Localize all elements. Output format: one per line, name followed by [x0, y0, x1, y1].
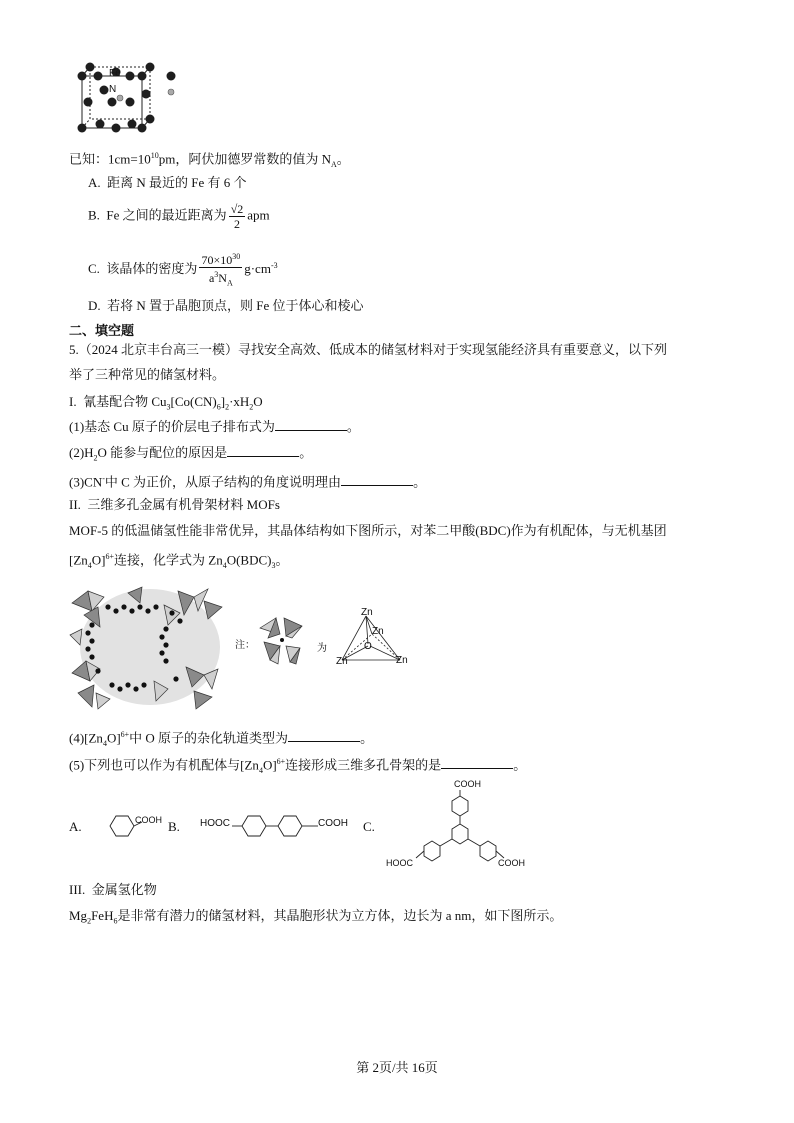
question-5: (5)下列也可以作为有机配体与$[Zn_4O]^{6+}$连接形成三维多孔骨架的是 。	[69, 757, 527, 775]
legend-n: N	[109, 84, 117, 95]
part-iii-heading: III. 金属氢化物	[69, 882, 157, 897]
option-c: C. 该晶体的密度为 $\frac{70\times 10^{30}}{a^3N_A}$ $g\cdot cm^{-3}$	[88, 250, 278, 290]
question-4: $(4)[Zn_4O]^{6+}$中 O 原子的杂化轨道类型为 。	[69, 730, 374, 748]
figure-note-label: 注：	[235, 640, 255, 651]
answer-blank-5[interactable]	[441, 756, 513, 769]
mof5-structure-figure	[68, 585, 228, 713]
option-a: A. 距离 N 最近的 Fe 有 6 个	[88, 175, 247, 190]
option-b: B. Fe 之间的最近距离为 $\frac{√2}{2}$ apm	[88, 202, 270, 231]
fe-n-crystal-cell	[70, 62, 200, 138]
answer-blank-2[interactable]	[227, 444, 299, 457]
choice-c-top-cooh: COOH	[454, 779, 481, 789]
answer-blank-4[interactable]	[288, 729, 360, 742]
choice-c-triphenylbenzene	[400, 790, 540, 866]
choice-a-cooh: COOH	[135, 815, 162, 825]
zn-label-mid: Zn	[372, 626, 384, 637]
q5-intro-line1: 5.（2024 北京丰台高三一模）寻找安全高效、低成本的储氢材料对于实现氢能经济具有重要意义，以下列	[69, 342, 668, 357]
option-d: D. 若将 N 置于晶胞顶点，则 Fe 位于体心和棱心	[88, 298, 364, 313]
o-label: O	[364, 641, 372, 652]
fraction-density: $\frac{70\times 10^{30}}{a^3N_A}$	[201, 252, 241, 288]
choice-c-right-cooh: COOH	[498, 858, 525, 868]
n-atom	[117, 95, 123, 101]
answer-blank-1[interactable]	[275, 418, 347, 431]
part-i-heading: I. 氰基配合物 $Cu_3[Co(CN)_6]_2\cdot xH_2O$	[69, 394, 263, 412]
choice-c-left-hooc: HOOC	[386, 858, 413, 868]
choice-b-hooc: HOOC	[200, 818, 230, 829]
choice-a-label: A.	[69, 819, 82, 834]
mof-line1: MOF-5 的低温储氢性能非常优异，其晶体结构如下图所示，对苯二甲酸(BDC)作为有机配体，与无机基团	[69, 523, 667, 538]
given-line: 已知：$1cm=10^{10}pm$，阿伏加德罗常数的值为 $N_A$。	[69, 151, 350, 169]
answer-blank-3[interactable]	[341, 473, 413, 486]
mg2feh6-line: $Mg_2FeH_6$是非常有潜力的储氢材料，其晶胞形状为立方体，边长为 a nm，如下图所示。	[69, 908, 563, 926]
page-footer: 第 2页/共 16页	[356, 1060, 438, 1075]
zn4o-cluster-icon	[256, 612, 308, 668]
choice-b-label: B.	[168, 819, 180, 834]
question-1: (1)基态 Cu 原子的价层电子排布式为 。	[69, 419, 360, 434]
zn-label-left: Zn	[336, 656, 348, 667]
section-title: 二、填空题	[69, 323, 135, 338]
choice-b-cooh: COOH	[318, 818, 348, 829]
choice-b-biphenyl	[232, 812, 322, 840]
zn-label-right: Zn	[396, 655, 408, 666]
question-2: $(2)H_2O$ 能参与配位的原因是 。	[69, 445, 313, 463]
legend-fe: Fe	[109, 68, 121, 79]
part-ii-heading: II. 三维多孔金属有机骨架材料 MOFs	[69, 497, 280, 512]
zn-label-top: Zn	[361, 607, 373, 618]
choice-c-label: C.	[363, 819, 375, 834]
q5-intro-line2: 举了三种常见的储氢材料。	[69, 367, 226, 382]
fraction-sqrt2-over-2: $\frac{√2}{2}$	[230, 202, 244, 231]
figure-wei-label: 为	[317, 643, 327, 654]
question-3: (3)CN-中 C 为正价，从原子结构的角度说明理由 。	[69, 474, 427, 490]
mof-line2: $[Zn_4O]^{6+}$连接，化学式为 $Zn_4O(BDC)_3$。	[69, 552, 289, 570]
